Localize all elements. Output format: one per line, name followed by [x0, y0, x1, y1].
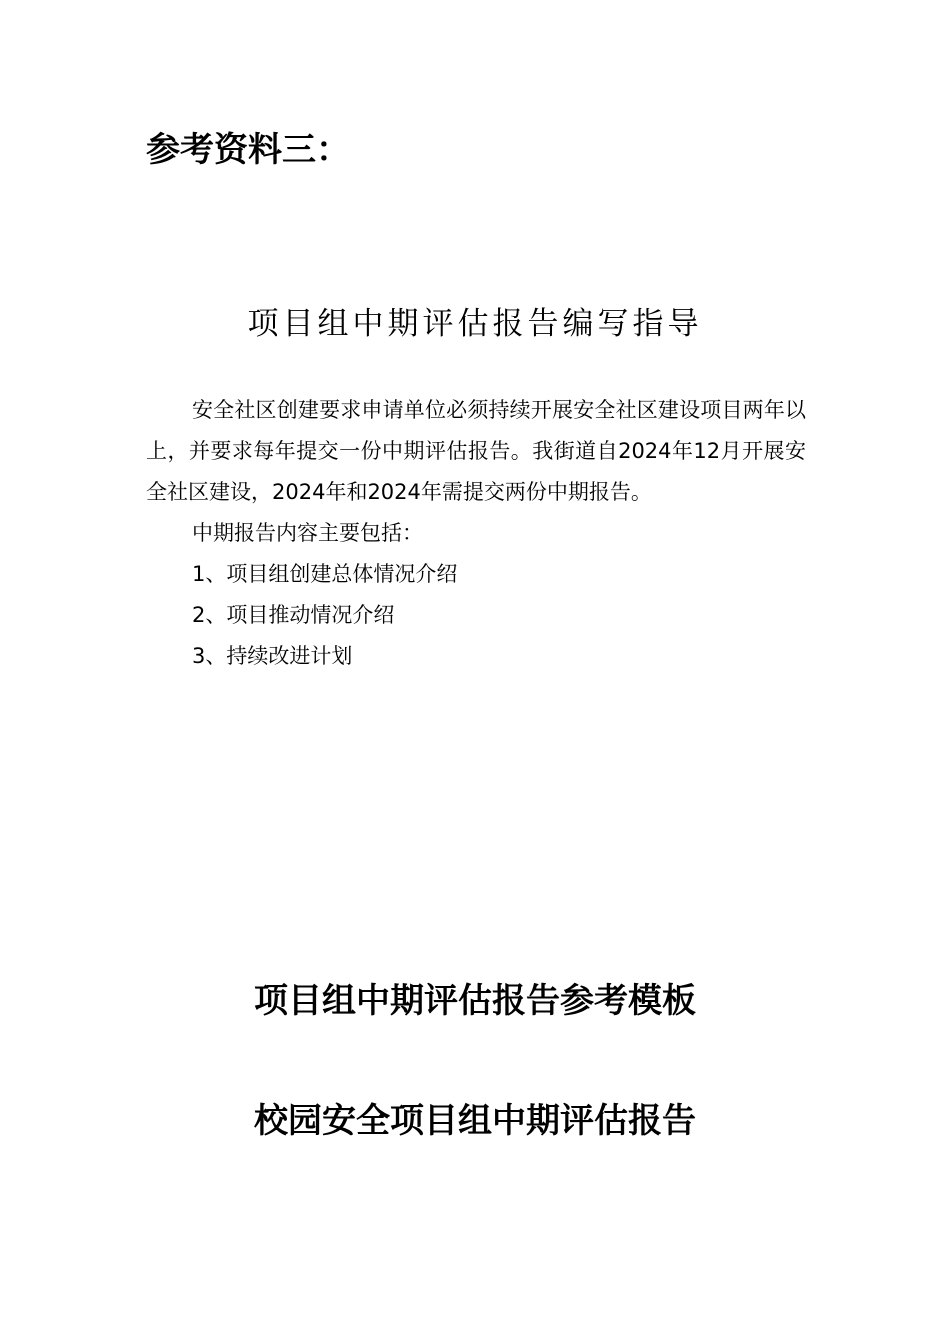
contents-item: 3、持续改进计划 [192, 644, 353, 668]
guide-body [146, 390, 806, 677]
guide-title: 项目组中期评估报告编写指导 [247, 306, 703, 342]
intro-paragraph: 安全社区创建要求申请单位必须持续开展安全社区建设项目两年以上，并要求每年提交一份中期评估报告。我街道自2024年12月开展安全社区建设，2024年和2024年需提交两份中期报告。 [146, 398, 806, 504]
report-title: 校园安全项目组中期评估报告 [254, 1101, 696, 1141]
template-title: 项目组中期评估报告参考模板 [254, 981, 696, 1021]
contents-item: 1、项目组创建总体情况介绍 [192, 562, 458, 586]
contents-heading: 中期报告内容主要包括： [192, 521, 423, 545]
contents-item: 2、项目推动情况介绍 [192, 603, 395, 627]
reference-label: 参考资料三： [146, 130, 350, 170]
